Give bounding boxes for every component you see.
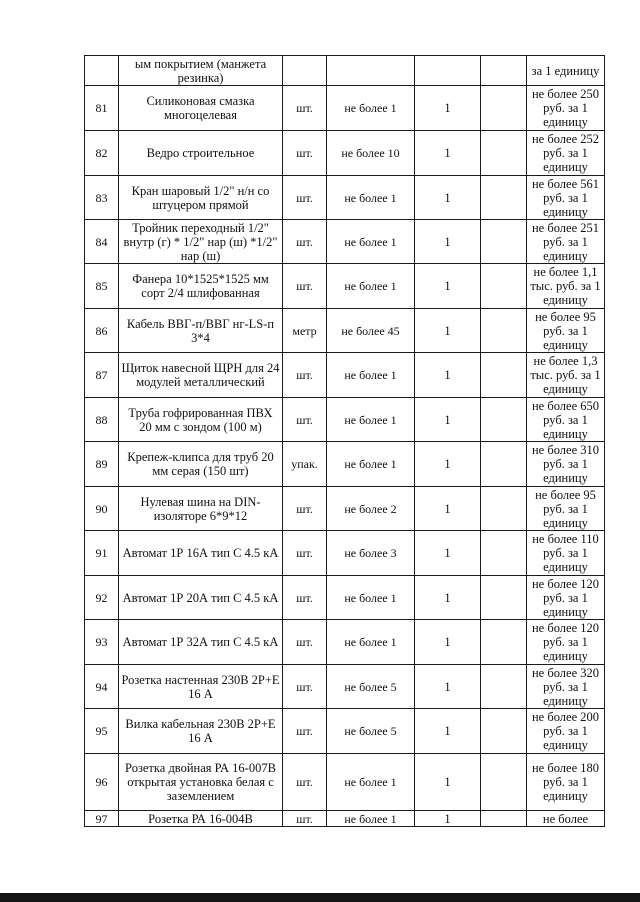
table-row [85, 86, 605, 131]
table-row [85, 487, 605, 531]
quantity-cell: не более 5 [327, 709, 415, 754]
empty-cell [481, 131, 527, 176]
price-cell: не более 252 руб. за 1 единицу [527, 131, 605, 176]
row-number: 96 [85, 754, 119, 811]
unit-cell: метр [283, 309, 327, 353]
price-cell: не более 1,3 тыс. руб. за 1 единицу [527, 353, 605, 398]
table-row [85, 811, 605, 827]
table-row [85, 576, 605, 620]
quantity-cell: не более 10 [327, 131, 415, 176]
item-name: Розетка РА 16-004В [119, 811, 283, 827]
price-cell: не более 250 руб. за 1 единицу [527, 86, 605, 131]
empty-cell [481, 220, 527, 264]
empty-cell [481, 811, 527, 827]
quantity-cell: не более 1 [327, 220, 415, 264]
count-cell: 1 [415, 220, 481, 264]
unit-cell: шт. [283, 131, 327, 176]
table-row [85, 56, 605, 86]
item-name: Фанера 10*1525*1525 мм сорт 2/4 шлифованная [119, 264, 283, 309]
empty-cell [481, 309, 527, 353]
quantity-cell: не более 1 [327, 86, 415, 131]
unit-cell: шт. [283, 398, 327, 442]
unit-cell: шт. [283, 86, 327, 131]
count-cell: 1 [415, 709, 481, 754]
item-name: Автомат 1Р 16А тип С 4.5 кА [119, 531, 283, 576]
empty-cell [481, 754, 527, 811]
quantity-cell: не более 1 [327, 398, 415, 442]
item-name: Автомат 1Р 20А тип С 4.5 кА [119, 576, 283, 620]
item-name: Кабель ВВГ-п/ВВГ нг-LS-п 3*4 [119, 309, 283, 353]
quantity-cell: не более 1 [327, 176, 415, 220]
item-name: Тройник переходный 1/2" внутр (г) * 1/2" нар (ш) *1/2" нар (ш) [119, 220, 283, 264]
unit-cell: шт. [283, 620, 327, 665]
table-row [85, 176, 605, 220]
price-cell: за 1 единицу [527, 56, 605, 86]
row-number: 85 [85, 264, 119, 309]
price-table [84, 55, 605, 827]
unit-cell: шт. [283, 264, 327, 309]
table-body [85, 56, 605, 827]
table-row [85, 709, 605, 754]
table-row [85, 264, 605, 309]
count-cell: 1 [415, 131, 481, 176]
item-name: ым покрытием (манжета резинка) [119, 56, 283, 86]
price-cell: не более 200 руб. за 1 единицу [527, 709, 605, 754]
price-cell: не более [527, 811, 605, 827]
quantity-cell [327, 56, 415, 86]
price-cell: не более 120 руб. за 1 единицу [527, 576, 605, 620]
price-cell: не более 1,1 тыс. руб. за 1 единицу [527, 264, 605, 309]
table-row [85, 398, 605, 442]
item-name: Силиконовая смазка многоцелевая [119, 86, 283, 131]
empty-cell [481, 398, 527, 442]
count-cell: 1 [415, 264, 481, 309]
quantity-cell: не более 1 [327, 442, 415, 487]
unit-cell: шт. [283, 220, 327, 264]
row-number: 92 [85, 576, 119, 620]
table-row [85, 531, 605, 576]
row-number: 83 [85, 176, 119, 220]
unit-cell: шт. [283, 353, 327, 398]
empty-cell [481, 665, 527, 709]
quantity-cell: не более 5 [327, 665, 415, 709]
count-cell: 1 [415, 665, 481, 709]
row-number [85, 56, 119, 86]
price-cell: не более 251 руб. за 1 единицу [527, 220, 605, 264]
item-name: Кран шаровый 1/2" н/н со штуцером прямой [119, 176, 283, 220]
item-name: Ведро строительное [119, 131, 283, 176]
price-cell: не более 650 руб. за 1 единицу [527, 398, 605, 442]
item-name: Розетка настенная 230В 2Р+Е 16 А [119, 665, 283, 709]
count-cell: 1 [415, 487, 481, 531]
row-number: 93 [85, 620, 119, 665]
price-cell: не более 561 руб. за 1 единицу [527, 176, 605, 220]
quantity-cell: не более 1 [327, 620, 415, 665]
quantity-cell: не более 45 [327, 309, 415, 353]
price-cell: не более 95 руб. за 1 единицу [527, 309, 605, 353]
row-number: 88 [85, 398, 119, 442]
row-number: 95 [85, 709, 119, 754]
quantity-cell: не более 3 [327, 531, 415, 576]
table-row [85, 620, 605, 665]
row-number: 86 [85, 309, 119, 353]
table-row [85, 220, 605, 264]
count-cell: 1 [415, 620, 481, 665]
row-number: 82 [85, 131, 119, 176]
unit-cell: шт. [283, 709, 327, 754]
count-cell: 1 [415, 531, 481, 576]
count-cell: 1 [415, 398, 481, 442]
row-number: 91 [85, 531, 119, 576]
item-name: Вилка кабельная 230В 2Р+Е 16 А [119, 709, 283, 754]
empty-cell [481, 531, 527, 576]
empty-cell [481, 442, 527, 487]
count-cell: 1 [415, 309, 481, 353]
unit-cell: шт. [283, 665, 327, 709]
price-cell: не более 180 руб. за 1 единицу [527, 754, 605, 811]
item-name: Автомат 1Р 32А тип С 4.5 кА [119, 620, 283, 665]
price-cell: не более 310 руб. за 1 единицу [527, 442, 605, 487]
quantity-cell: не более 1 [327, 811, 415, 827]
table-row [85, 353, 605, 398]
empty-cell [481, 576, 527, 620]
price-cell: не более 120 руб. за 1 единицу [527, 620, 605, 665]
quantity-cell: не более 1 [327, 353, 415, 398]
item-name: Розетка двойная РА 16-007В открытая установка белая с заземлением [119, 754, 283, 811]
item-name: Щиток навесной ЩРН для 24 модулей металлический [119, 353, 283, 398]
count-cell: 1 [415, 353, 481, 398]
quantity-cell: не более 1 [327, 576, 415, 620]
page-bottom-edge [0, 893, 640, 902]
empty-cell [481, 709, 527, 754]
count-cell: 1 [415, 442, 481, 487]
row-number: 81 [85, 86, 119, 131]
empty-cell [481, 487, 527, 531]
unit-cell: шт. [283, 531, 327, 576]
unit-cell: шт. [283, 487, 327, 531]
table-row [85, 665, 605, 709]
table-row [85, 309, 605, 353]
table-row [85, 754, 605, 811]
unit-cell: шт. [283, 811, 327, 827]
quantity-cell: не более 1 [327, 264, 415, 309]
item-name: Нулевая шина на DIN-изоляторе 6*9*12 [119, 487, 283, 531]
table-row [85, 131, 605, 176]
unit-cell: шт. [283, 576, 327, 620]
unit-cell: шт. [283, 176, 327, 220]
count-cell: 1 [415, 176, 481, 220]
empty-cell [481, 176, 527, 220]
count-cell: 1 [415, 754, 481, 811]
unit-cell: шт. [283, 754, 327, 811]
price-cell: не более 110 руб. за 1 единицу [527, 531, 605, 576]
row-number: 87 [85, 353, 119, 398]
empty-cell [481, 56, 527, 86]
count-cell: 1 [415, 86, 481, 131]
empty-cell [481, 86, 527, 131]
row-number: 97 [85, 811, 119, 827]
quantity-cell: не более 1 [327, 754, 415, 811]
unit-cell [283, 56, 327, 86]
unit-cell: упак. [283, 442, 327, 487]
count-cell [415, 56, 481, 86]
row-number: 84 [85, 220, 119, 264]
row-number: 90 [85, 487, 119, 531]
quantity-cell: не более 2 [327, 487, 415, 531]
row-number: 89 [85, 442, 119, 487]
row-number: 94 [85, 665, 119, 709]
empty-cell [481, 353, 527, 398]
empty-cell [481, 264, 527, 309]
table-row [85, 442, 605, 487]
price-cell: не более 95 руб. за 1 единицу [527, 487, 605, 531]
item-name: Труба гофрированная ПВХ 20 мм с зондом (100 м) [119, 398, 283, 442]
count-cell: 1 [415, 811, 481, 827]
price-cell: не более 320 руб. за 1 единицу [527, 665, 605, 709]
count-cell: 1 [415, 576, 481, 620]
item-name: Крепеж-клипса для труб 20 мм серая (150 шт) [119, 442, 283, 487]
empty-cell [481, 620, 527, 665]
